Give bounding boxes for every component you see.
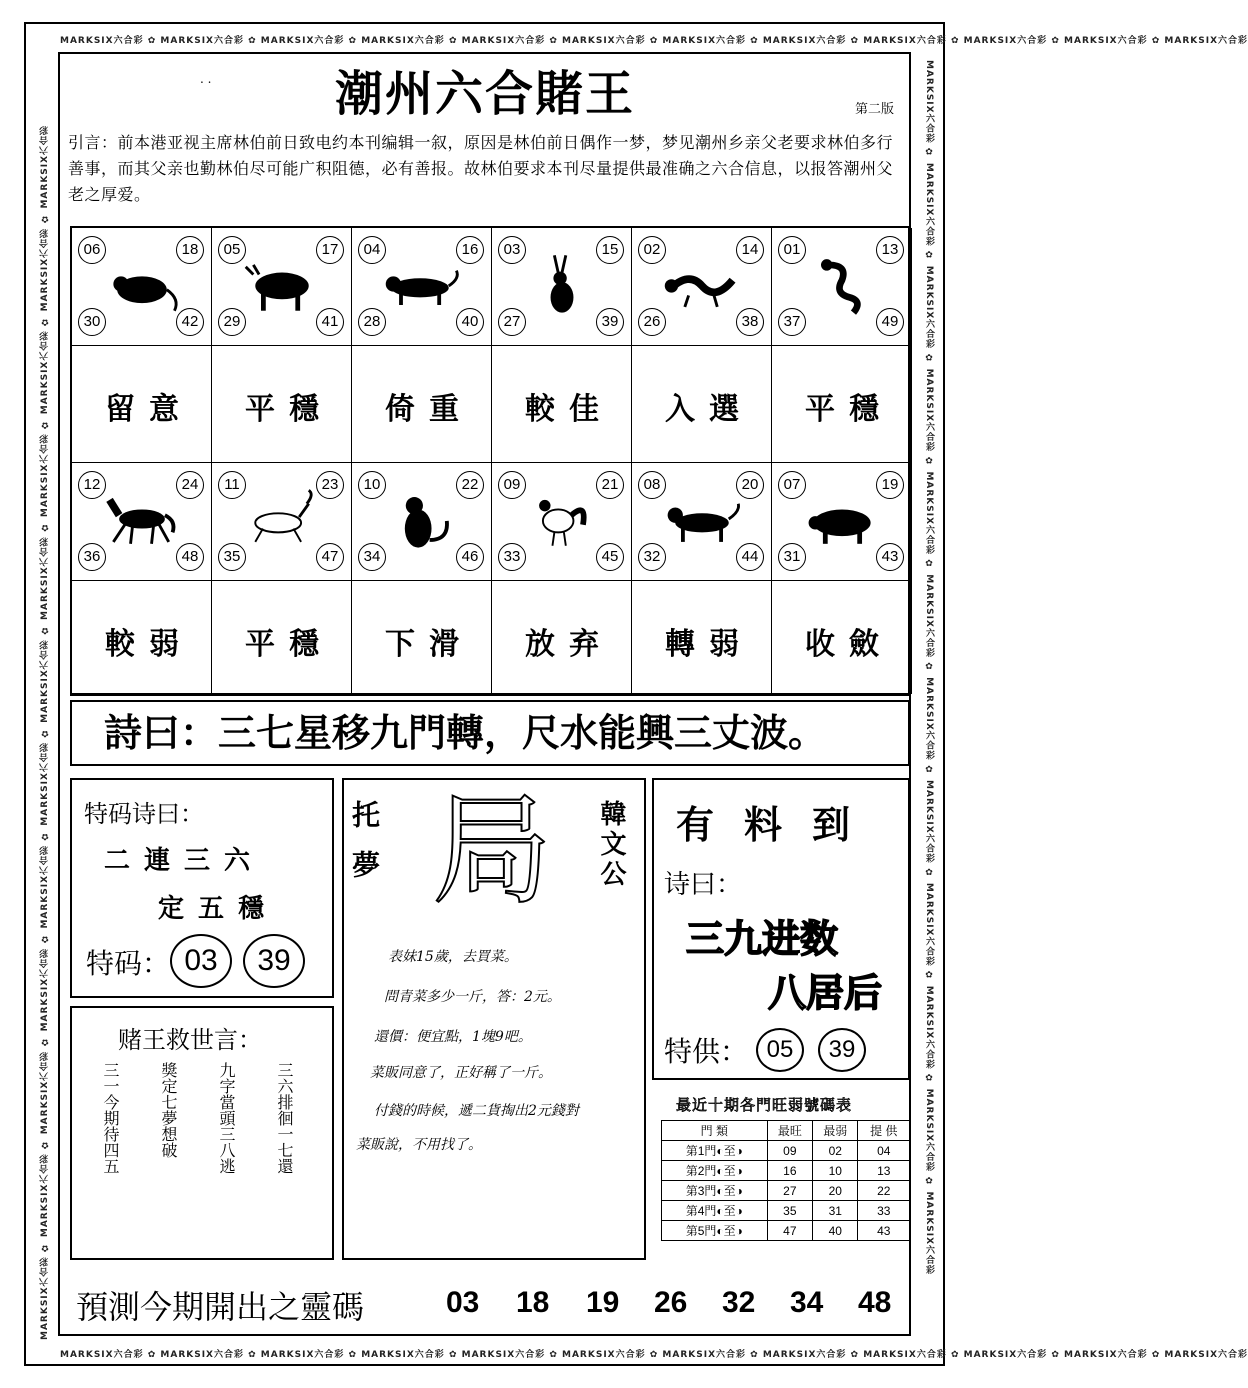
zodiac-cell [772, 228, 912, 346]
table-cell: 02 [813, 1141, 858, 1161]
watermark-left: MARKSIX六合彩 ✿ MARKSIX六合彩 ✿ MARKSIX六合彩 ✿ MARKSIX六合彩 ✿ MARKSIX六合彩 ✿ MARKSIX六合彩 ✿ MARKSIX六合彩 ✿ MARKSIX六合彩 ✿ MARKSIX六合彩 ✿ MARKSIX六合彩 ✿ MARKSIX六合彩 ✿ MARKSIX六合彩 [40, 124, 50, 1340]
zodiac-cell [632, 463, 772, 581]
zodiac-number: 42 [176, 308, 204, 336]
watermark-right: MARKSIX六合彩 ✿ MARKSIX六合彩 ✿ MARKSIX六合彩 ✿ MARKSIX六合彩 ✿ MARKSIX六合彩 ✿ MARKSIX六合彩 ✿ MARKSIX六合彩 ✿ MARKSIX六合彩 ✿ MARKSIX六合彩 ✿ MARKSIX六合彩 ✿ MARKSIX六合彩 ✿ MARKSIX六合彩 [924, 60, 934, 1276]
zodiac-word-cell [212, 346, 352, 463]
stats-header-row [662, 1121, 910, 1141]
table-row [662, 1141, 910, 1161]
zodiac-word: 下滑 [385, 627, 473, 662]
zodiac-cell [352, 463, 492, 581]
table-row [662, 1221, 910, 1241]
saviour-col-1: 三一今期待四五 [101, 1062, 120, 1174]
zodiac-number: 45 [596, 543, 624, 571]
zodiac-number: 03 [498, 236, 526, 264]
table-cell: 09 [767, 1141, 812, 1161]
goat-icon [240, 485, 324, 553]
zodiac-number: 07 [778, 471, 806, 499]
zodiac-number: 36 [78, 543, 106, 571]
special-number-2: 39 [243, 934, 305, 988]
table-cell: 第2門◐至◑ [662, 1161, 768, 1181]
zodiac-number: 31 [778, 543, 806, 571]
stats-header-cell: 最旺 [767, 1121, 812, 1141]
table-row [662, 1181, 910, 1201]
story-line-1: 表妹15歲，去買菜。 [388, 949, 518, 965]
saviour-col-2: 獎定七夢想破 [159, 1062, 178, 1158]
table-row [662, 1161, 910, 1181]
zodiac-number: 35 [218, 543, 246, 571]
story-line-6: 菜販說，不用找了。 [356, 1137, 482, 1153]
special-poem-line1: 二連三六 [104, 846, 265, 876]
zodiac-word: 收斂 [805, 627, 893, 662]
tuomeng-label: 托夢 [348, 800, 381, 900]
zodiac-grid [70, 226, 910, 696]
zodiac-word-cell [632, 346, 772, 463]
zodiac-number: 26 [638, 308, 666, 336]
zodiac-number: 43 [876, 543, 904, 571]
special-number-label: 特码： [86, 947, 171, 980]
saviour-col-3: 九字當頭三八逃 [217, 1062, 236, 1174]
zodiac-cell [772, 463, 912, 581]
zodiac-number: 41 [316, 308, 344, 336]
table-cell: 47 [767, 1221, 812, 1241]
tiger-icon [380, 250, 464, 318]
table-cell: 第3門◐至◑ [662, 1181, 768, 1201]
zodiac-number: 09 [498, 471, 526, 499]
saviour-col-4: 三六排徊一七還 [275, 1062, 294, 1174]
prediction-number: 03 [446, 1286, 480, 1319]
poem-banner: 詩曰：三七星移九門轉，尺水能興三丈波。 [70, 700, 910, 766]
zodiac-number: 12 [78, 471, 106, 499]
table-cell: 第5門◐至◑ [662, 1221, 768, 1241]
prediction-number: 19 [586, 1286, 620, 1319]
zodiac-word: 倚重 [385, 392, 473, 427]
zodiac-word: 較佳 [525, 392, 613, 427]
zodiac-number: 01 [778, 236, 806, 264]
saviour-title: 赌王救世言： [118, 1026, 262, 1054]
zodiac-word: 放弃 [525, 627, 613, 662]
stats-header-cell: 最弱 [813, 1121, 858, 1141]
table-cell: 35 [767, 1201, 812, 1221]
zodiac-word-cell [72, 346, 212, 463]
zodiac-word: 平穩 [245, 627, 333, 662]
zodiac-word-cell [492, 346, 632, 463]
rooster-icon [520, 485, 604, 553]
zodiac-number: 19 [876, 471, 904, 499]
special-poem-title: 特码诗曰： [84, 800, 204, 828]
table-cell: 40 [813, 1221, 858, 1241]
stats-header-cell: 提 供 [858, 1121, 910, 1141]
zodiac-number: 30 [78, 308, 106, 336]
zodiac-number: 21 [596, 471, 624, 499]
ox-icon [240, 250, 324, 318]
zodiac-word-cell [352, 346, 492, 463]
zodiac-number: 16 [456, 236, 484, 264]
watermark-bottom: MARKSIX六合彩 ✿ MARKSIX六合彩 ✿ MARKSIX六合彩 ✿ MARKSIX六合彩 ✿ MARKSIX六合彩 ✿ MARKSIX六合彩 ✿ MARKSIX六合彩 ✿ MARKSIX六合彩 ✿ MARKSIX六合彩 ✿ MARKSIX六合彩 ✿ MARKSIX六合彩 ✿ MARKSIX六合彩 [60, 1350, 1248, 1360]
zodiac-number: 10 [358, 471, 386, 499]
special-number-1: 03 [170, 934, 232, 988]
table-cell: 33 [858, 1201, 910, 1221]
table-cell: 13 [858, 1161, 910, 1181]
zodiac-cell [352, 228, 492, 346]
zodiac-number: 40 [456, 308, 484, 336]
zodiac-number: 18 [176, 236, 204, 264]
stats-title: 最近十期各門旺弱號碼表 [676, 1096, 853, 1114]
prediction-number: 34 [790, 1286, 824, 1319]
table-cell: 16 [767, 1161, 812, 1181]
monkey-icon [380, 485, 464, 553]
special-poem-line2: 定五穩 [158, 894, 279, 924]
right-special-label: 特供： [664, 1035, 749, 1068]
zodiac-cell [72, 228, 212, 346]
prediction-number: 32 [722, 1286, 756, 1319]
story-line-3: 還價：便宜點，1塊9吧。 [374, 1029, 532, 1045]
zodiac-cell [212, 463, 352, 581]
story-line-5: 付錢的時候，遞二貨掏出2元錢對 [374, 1103, 579, 1119]
zodiac-number: 11 [218, 471, 246, 499]
zodiac-number: 14 [736, 236, 764, 264]
pig-icon [800, 485, 884, 553]
horse-icon [100, 485, 184, 553]
page-title: 潮州六合賭王 [334, 66, 635, 122]
zodiac-number: 24 [176, 471, 204, 499]
zodiac-number: 46 [456, 543, 484, 571]
prediction-label: 預測今期開出之靈碼 [76, 1288, 365, 1326]
zodiac-word: 平穩 [805, 392, 893, 427]
zodiac-word-cell [772, 346, 912, 463]
zodiac-word-cell [772, 581, 912, 694]
zodiac-number: 08 [638, 471, 666, 499]
stats-table [661, 1120, 910, 1241]
right-special-number-1: 05 [756, 1028, 804, 1072]
table-cell: 04 [858, 1141, 910, 1161]
zodiac-number: 34 [358, 543, 386, 571]
zodiac-number: 44 [736, 543, 764, 571]
prediction-number: 26 [654, 1286, 688, 1319]
ju-character: 局 [432, 782, 552, 921]
story-line-2: 問青菜多少一斤，答：2元。 [384, 989, 561, 1005]
table-cell: 20 [813, 1181, 858, 1201]
zodiac-word-cell [72, 581, 212, 694]
table-cell: 第4門◐至◑ [662, 1201, 768, 1221]
zodiac-word: 留意 [105, 392, 193, 427]
zodiac-number: 13 [876, 236, 904, 264]
zodiac-number: 33 [498, 543, 526, 571]
zodiac-number: 20 [736, 471, 764, 499]
zodiac-number: 47 [316, 543, 344, 571]
zodiac-number: 32 [638, 543, 666, 571]
zodiac-number: 38 [736, 308, 764, 336]
zodiac-number: 17 [316, 236, 344, 264]
zodiac-number: 49 [876, 308, 904, 336]
right-heading: 有料到 [676, 803, 881, 847]
zodiac-number: 27 [498, 308, 526, 336]
table-cell: 27 [767, 1181, 812, 1201]
dragon-icon [660, 250, 744, 318]
zodiac-word-cell [492, 581, 632, 694]
zodiac-cell [492, 228, 632, 346]
zodiac-word: 較弱 [105, 627, 193, 662]
zodiac-number: 48 [176, 543, 204, 571]
zodiac-number: 29 [218, 308, 246, 336]
zodiac-number: 15 [596, 236, 624, 264]
table-cell: 22 [858, 1181, 910, 1201]
dog-icon [660, 485, 744, 553]
right-line-2: 八居后 [768, 971, 883, 1015]
prediction-number: 48 [858, 1286, 892, 1319]
snake-icon [800, 250, 884, 318]
zodiac-cell [492, 463, 632, 581]
zodiac-number: 28 [358, 308, 386, 336]
zodiac-number: 05 [218, 236, 246, 264]
intro-text: 引言：前本港亚视主席林伯前日致电约本刊编辑一叙，原因是林伯前日偶作一梦，梦见潮州乡亲父老要求林伯多行善事，而其父亲也勤林伯尽可能广积阻德，必有善报。故林伯要求本刊尽量提供最准确之六合信息，以报答潮州父老之厚爱。 [68, 133, 894, 204]
rabbit-icon [520, 250, 604, 318]
right-line-1: 三九进数 [686, 917, 839, 961]
watermark-top: MARKSIX六合彩 ✿ MARKSIX六合彩 ✿ MARKSIX六合彩 ✿ MARKSIX六合彩 ✿ MARKSIX六合彩 ✿ MARKSIX六合彩 ✿ MARKSIX六合彩 ✿ MARKSIX六合彩 ✿ MARKSIX六合彩 ✿ MARKSIX六合彩 ✿ MARKSIX六合彩 ✿ MARKSIX六合彩 [60, 36, 1248, 46]
zodiac-word-cell [352, 581, 492, 694]
header-dots: . . [200, 72, 212, 86]
zodiac-word-cell [212, 581, 352, 694]
zodiac-number: 22 [456, 471, 484, 499]
zodiac-number: 06 [78, 236, 106, 264]
zodiac-cell [632, 228, 772, 346]
zodiac-word: 平穩 [245, 392, 333, 427]
right-poem-label: 诗曰： [664, 870, 743, 900]
zodiac-number: 39 [596, 308, 624, 336]
table-cell: 31 [813, 1201, 858, 1221]
edition-label: 第二版 [855, 102, 895, 117]
table-cell: 43 [858, 1221, 910, 1241]
zodiac-number: 37 [778, 308, 806, 336]
rat-icon [100, 250, 184, 318]
right-special-number-2: 39 [818, 1028, 866, 1072]
stats-header-cell: 門 類 [662, 1121, 768, 1141]
table-cell: 10 [813, 1161, 858, 1181]
zodiac-cell [212, 228, 352, 346]
zodiac-cell [72, 463, 212, 581]
zodiac-number: 23 [316, 471, 344, 499]
zodiac-word-cell [632, 581, 772, 694]
zodiac-word: 入選 [665, 392, 753, 427]
table-row [662, 1201, 910, 1221]
table-cell: 第1門◐至◑ [662, 1141, 768, 1161]
zodiac-number: 02 [638, 236, 666, 264]
story-line-4: 菜販同意了，正好稱了一斤。 [370, 1065, 552, 1081]
zodiac-word: 轉弱 [665, 627, 753, 662]
zodiac-number: 04 [358, 236, 386, 264]
han-wen-gong-label: 韓文公 [596, 800, 626, 890]
prediction-number: 18 [516, 1286, 550, 1319]
